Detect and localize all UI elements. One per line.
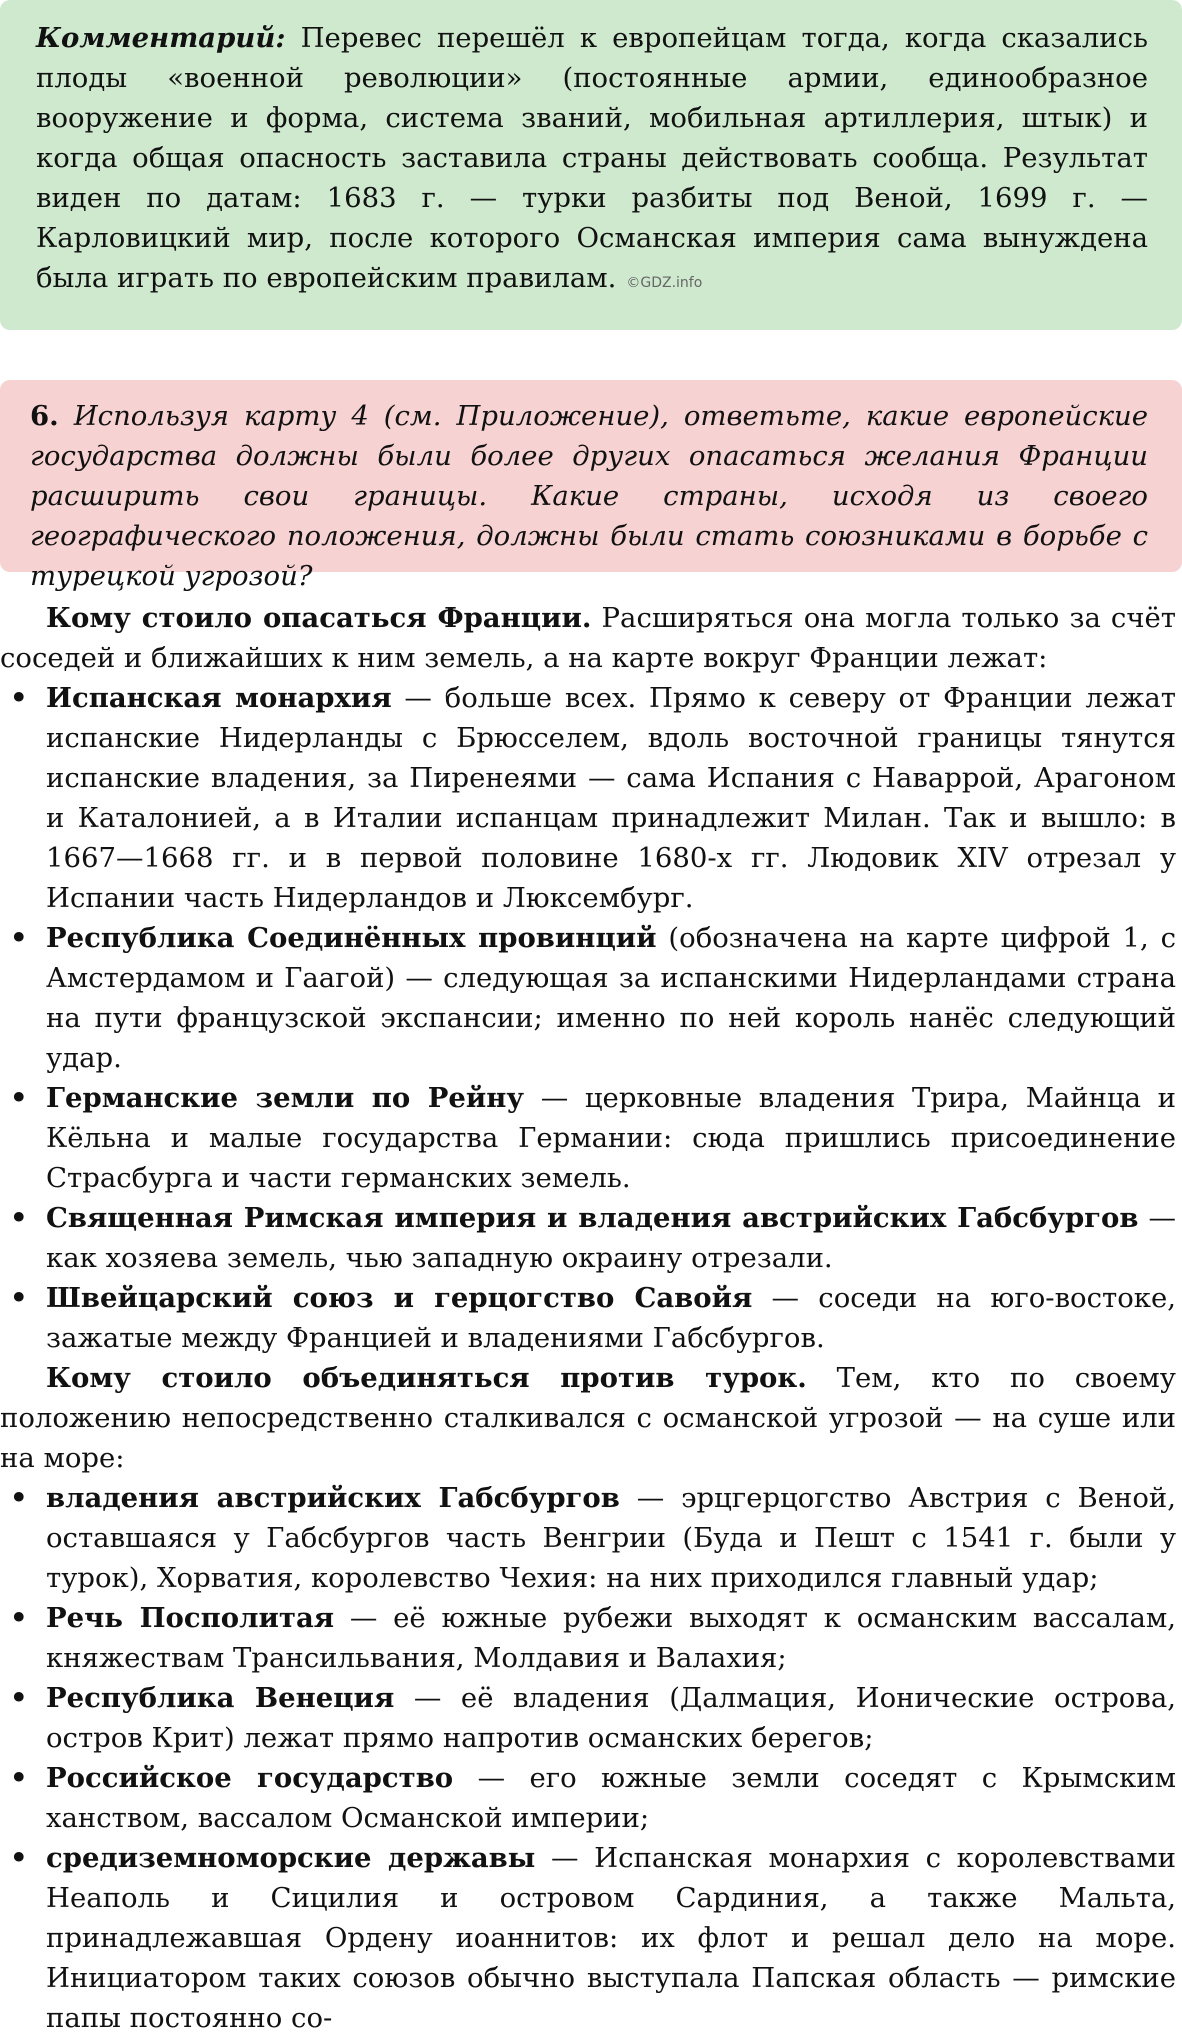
bullet-dot: • (10, 1082, 28, 1114)
answer-part2-paragraph (0, 1358, 1176, 1478)
list-item-text: — его южные земли соседят с Крымским ханством, вассалом Османской империи; (46, 1762, 1176, 1834)
bullet-dot: • (10, 682, 28, 714)
list-item-text: — её южные рубежи выходят к османским вассалам, княжествам Трансильвания, Молдавия и Валахия; (46, 1602, 1176, 1674)
answer-part1-intro: Расширяться она могла только за счёт соседей и ближайших к ним земель, а на карте вокруг Франции лежат: (0, 602, 1176, 674)
list-item (0, 1758, 1176, 1838)
question-paragraph (30, 396, 1148, 596)
list-item (0, 1278, 1176, 1358)
list-item (0, 1478, 1176, 1598)
question-number: 6. (30, 400, 59, 432)
bullet-dot: • (10, 922, 28, 954)
list-item-term: Швейцарский союз и герцогство Савойя (46, 1282, 753, 1314)
list-item-term: Российское государство (46, 1762, 454, 1794)
comment-lead: Комментарий: (36, 22, 286, 54)
list-item-term: Речь Посполитая (46, 1602, 335, 1634)
question-box (0, 380, 1182, 592)
bullet-dot: • (10, 1842, 28, 1874)
comment-paragraph (36, 18, 1148, 303)
list-item-term: Священная Римская империя и владения австрийских Габсбургов (46, 1202, 1139, 1234)
answer-part2-heading: Кому стоило объединяться против турок. (46, 1362, 807, 1394)
answer-part1-paragraph (0, 598, 1176, 678)
list-item-text: — соседи на юго-востоке, зажатые между Францией и владениями Габсбургов. (46, 1282, 1176, 1354)
list-item-term: Испанская монархия (46, 682, 392, 714)
comment-box (0, 0, 1182, 330)
list-item (0, 1838, 1176, 2038)
list-item-term: средиземноморские державы (46, 1842, 536, 1874)
list-item (0, 1078, 1176, 1198)
list-item-term: Германские земли по Рейну (46, 1082, 525, 1114)
list-item (0, 1198, 1176, 1278)
list-item-text: — церковные владения Трира, Майнца и Кёльна и малые государства Германии: сюда пришлись присоединение Страсбурга и части германских земель. (46, 1082, 1176, 1194)
list-item-text: — эрцгерцогство Австрия с Веной, оставшаяся у Габсбургов часть Венгрии (Буда и Пешт с 1541 г. были у турок), Хорватия, королевство Чехия: на них приходился главный удар; (46, 1482, 1176, 1594)
bullet-dot: • (10, 1762, 28, 1794)
list-item (0, 1678, 1176, 1758)
bullet-dot: • (10, 1202, 28, 1234)
answer-section (0, 598, 1182, 2038)
list-item-text: (обозначена на карте цифрой 1, с Амстердамом и Гаагой) — следующая за испанскими Нидерландами страна на пути французской экспансии; именно по ней король нанёс следующий удар. (46, 922, 1176, 1074)
bullet-dot: • (10, 1602, 28, 1634)
france-threat-list (0, 678, 1176, 1358)
answer-part1-heading: Кому стоило опасаться Франции. (46, 602, 592, 634)
answer-part2-intro: Тем, кто по своему положению непосредственно сталкивался с османской угрозой — на суше или на море: (0, 1362, 1176, 1474)
bullet-dot: • (10, 1282, 28, 1314)
list-item-text: — Испанская монархия с королевствами Неаполь и Сицилия и островом Сардиния, а также Мальта, принадлежавшая Ордену иоаннитов: их флот и решал дело на море. Инициатором таких союзов обычно выступала Папская область — римские папы постоянно со- (46, 1842, 1176, 2034)
question-text: Используя карту 4 (см. Приложение), ответьте, какие европейские государства должны были более других опасаться желания Франции расширить свои границы. Какие страны, исходя из своего географического положения, должны были стать союзниками в борьбе с турецкой угрозой? (30, 400, 1148, 592)
anti-turkish-allies-list (0, 1478, 1176, 2038)
list-item-term: владения австрийских Габсбургов (46, 1482, 620, 1514)
list-item-term: Республика Соединённых провинций (46, 922, 657, 954)
list-item-text: — как хозяева земель, чью западную окраину отрезали. (46, 1202, 1177, 1274)
bullet-dot: • (10, 1482, 28, 1514)
gdz-mark: ©GDZ.info (626, 275, 703, 291)
list-item (0, 678, 1176, 918)
list-item-term: Республика Венеция (46, 1682, 395, 1714)
comment-text: Перевес перешёл к европейцам тогда, когда сказались плоды «военной революции» (постоянные армии, единообразное вооружение и форма, система званий, мобильная артиллерия, штык) и когда общая опасность заставила страны действовать сообща. Результат виден по датам: 1683 г. — турки разбиты под Веной, 1699 г. — Карловицкий мир, после которого Османская империя сама вынуждена была играть по европейским правилам. (36, 22, 1148, 294)
list-item (0, 918, 1176, 1078)
list-item-text: — её владения (Далмация, Ионические острова, остров Крит) лежат прямо напротив османских берегов; (46, 1682, 1176, 1754)
bullet-dot: • (10, 1682, 28, 1714)
list-item-text: — больше всех. Прямо к северу от Франции лежат испанские Нидерланды с Брюсселем, вдоль восточной границы тянутся испанские владения, за Пиренеями — сама Испания с Наваррой, Арагоном и Каталонией, а в Италии испанцам принадлежит Милан. Так и вышло: в 1667—1668 гг. и в первой половине 1680-х гг. Людовик XIV отрезал у Испании часть Нидерландов и Люксембург. (46, 682, 1176, 914)
list-item (0, 1598, 1176, 1678)
